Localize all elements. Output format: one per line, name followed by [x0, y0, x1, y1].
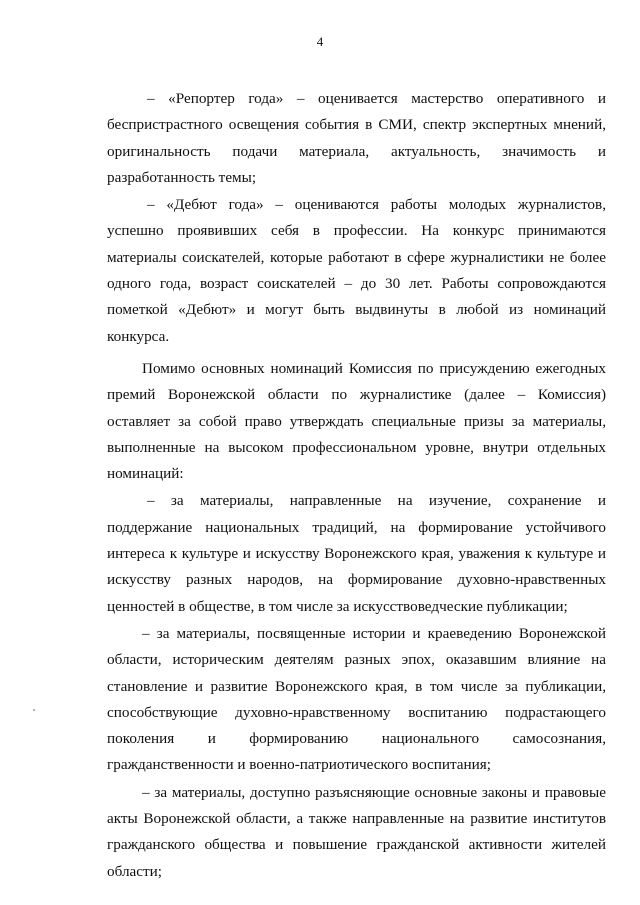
paragraph-laws-and-legal-acts: – за материалы, доступно разъясняющие основные законы и правовые акты Воронежской области, а также направленные на развитие институтов гражданского общества и повышение гражданской активности жителей области;: [107, 783, 606, 880]
paragraph-national-traditions: – за материалы, направленные на изучение, сохранение и поддержание национальных традиций, на формирование устойчивого интереса к культуре и искусству Воронежского края, уважения к культуре и искусству разных народов, на формирование духовно-нравственных ценностей в обществе, в том числе за искусствоведческие публикации;: [107, 492, 606, 615]
document-body: [107, 86, 606, 885]
paragraph-history-local-lore: – за материалы, посвященные истории и краеведению Воронежской области, историческим деятелям разных эпох, оказавшим влияние на становление и развитие Воронежского края, в том числе за публикации, способствующие духовно-нравственному воспитанию подрастающего поколения и формированию национального самосознания, гражданственности и военно-патриотического воспитания;: [107, 624, 606, 774]
paragraph-debut-of-year: – «Дебют года» – оцениваются работы молодых журналистов, успешно проявивших себя в профессии. На конкурс принимаются материалы соискателей, которые работают в сфере журналистики не более одного года, возраст соискателей – до 30 лет. Работы сопровождаются пометкой «Дебют» и могут быть выдвинуты в любой из номинаций конкурса.: [107, 196, 606, 345]
paragraph-special-prizes: Помимо основных номинаций Комиссия по присуждению ежегодных премий Воронежской области по журналистике (далее – Комиссия) оставляет за собой право утверждать специальные призы за материалы, выполненные на высоком профессиональном уровне, внутри отдельных номинаций:: [107, 359, 606, 483]
page-number: 4: [316, 34, 324, 49]
scan-speck: [33, 709, 35, 711]
paragraph-reporter-of-year: – «Репортер года» – оценивается мастерство оперативного и беспристрастного освещения события в СМИ, спектр экспертных мнений, оригинальность подачи материала, актуальность, значимость и разработанность темы;: [107, 90, 606, 186]
